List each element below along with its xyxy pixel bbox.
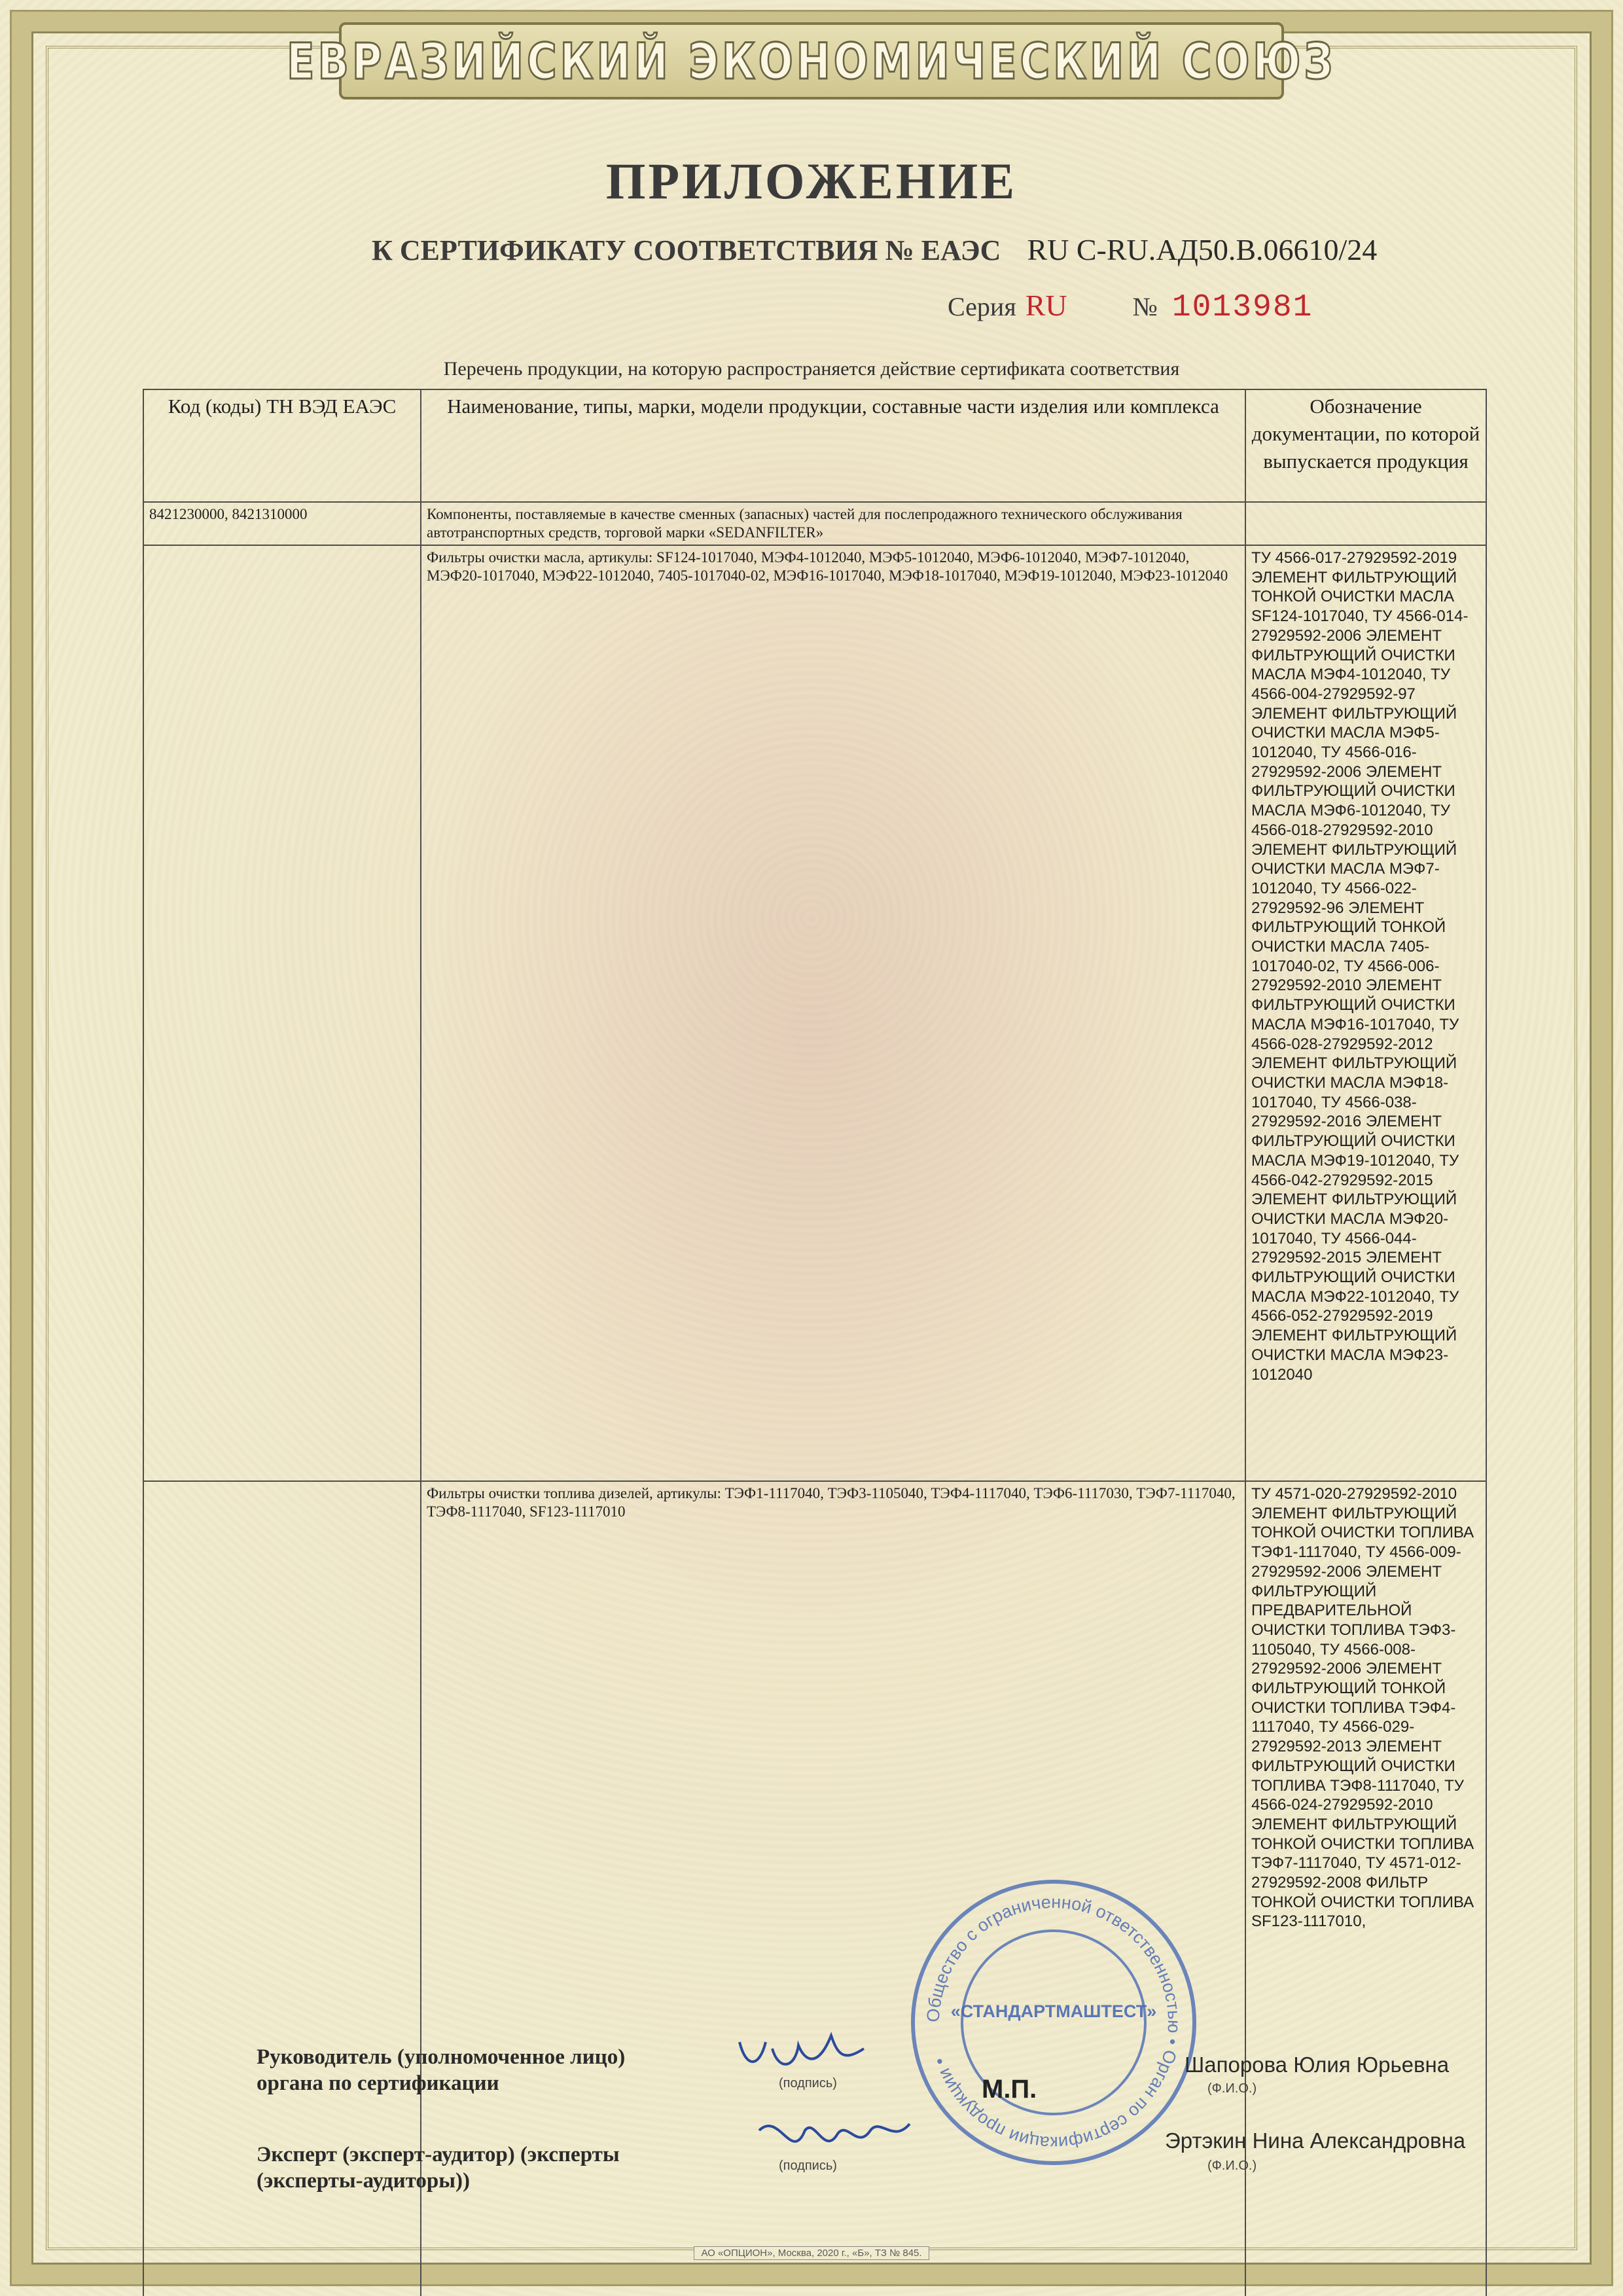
organization-seal (903, 1872, 1204, 2173)
fio-hint: (Ф.И.О.) (1207, 2159, 1257, 2173)
seal-center-text: «СТАНДАРТМАШТЕСТ» (950, 2001, 1157, 2021)
union-title: ЕВРАЗИЙСКИЙ ЭКОНОМИЧЕСКИЙ СОЮЗ (287, 31, 1336, 90)
header-code: Код (коды) ТН ВЭД ЕАЭС (143, 389, 421, 502)
certificate-label: К СЕРТИФИКАТУ СООТВЕТСТВИЯ № ЕАЭС (372, 234, 1001, 266)
signature-hint: (подпись) (779, 2076, 837, 2090)
form-number-label: № (1132, 292, 1158, 321)
series-label: Серия (948, 292, 1016, 321)
row-code (143, 545, 421, 1481)
printer-imprint: АО «ОПЦИОН», Москва, 2020 г., «Б», ТЗ № 845. (0, 2246, 1623, 2260)
row-doc: ТУ 4566-017-27929592-2019 ЭЛЕМЕНТ ФИЛЬТРУЮЩИЙ ТОНКОЙ ОЧИСТКИ МАСЛА SF124-1017040, ТУ 4566-014-27929592-2006 ЭЛЕМЕНТ ФИЛЬТРУЮЩИЙ ОЧИСТКИ МАСЛА МЭФ4-1012040, ТУ 4566-004-27929592-97 ЭЛЕМЕНТ ФИЛЬТРУЮЩИЙ ОЧИСТКИ МАСЛА МЭФ5-1012040, ТУ 4566-016-27929592-2006 ЭЛЕМЕНТ ФИЛЬТРУЮЩИЙ ОЧИСТКИ МАСЛА МЭФ6-1012040, ТУ 4566-018-27929592-2010 ЭЛЕМЕНТ ФИЛЬТРУЮЩИЙ ОЧИСТКИ МАСЛА МЭФ7-1012040, ТУ 4566-022-27929592-96 ЭЛЕМЕНТ ФИЛЬТРУЮЩИЙ ТОНКОЙ ОЧИСТКИ МАСЛА 7405-1017040-02, ТУ 4566-006-27929592-2010 ЭЛЕМЕНТ ФИЛЬТРУЮЩИЙ ОЧИСТКИ МАСЛА МЭФ16-1017040, ТУ 4566-028-27929592-2012 ЭЛЕМЕНТ ФИЛЬТРУЮЩИЙ ОЧИСТКИ МАСЛА МЭФ18-1017040, ТУ 4566-038-27929592-2016 ЭЛЕМЕНТ ФИЛЬТРУЮЩИЙ ОЧИСТКИ МАСЛА МЭФ19-1012040, ТУ 4566-042-27929592-2015 ЭЛЕМЕНТ ФИЛЬТРУЮЩИЙ ОЧИСТКИ МАСЛА МЭФ20-1017040, ТУ 4566-044-27929592-2015 ЭЛЕМЕНТ ФИЛЬТРУЮЩИЙ ОЧИСТКИ МАСЛА МЭФ22-1012040, ТУ 4566-052-27929592-2019 ЭЛЕМЕНТ ФИЛЬТРУЮЩИЙ ОЧИСТКИ МАСЛА МЭФ23-1012040 (1245, 545, 1486, 1481)
stamp-place: М.П. (982, 2075, 1037, 2104)
products-table (143, 389, 1487, 2296)
header-name: Наименование, типы, марки, модели продукции, составные части изделия или комплекса (421, 389, 1245, 502)
expert-role: Эксперт (эксперт-аудитор) (эксперты (эксперты-аудиторы)) (257, 2143, 620, 2193)
page-title: ПРИЛОЖЕНИЕ (605, 152, 1018, 209)
header-doc: Обозначение документации, по которой выпускается продукция (1245, 389, 1486, 502)
certificate-number: RU C-RU.АД50.В.06610/24 (1027, 233, 1378, 266)
series-value: RU (1025, 289, 1067, 322)
row-name: Фильтры очистки топлива дизелей, артикулы: ТЭФ1-1117040, ТЭФ3-1105040, ТЭФ4-1117040, ТЭФ6-1117030, ТЭФ7-1117040, ТЭФ8-1117040, SF123-1117010 (421, 1481, 1245, 2296)
fio-hint: (Ф.И.О.) (1207, 2081, 1257, 2096)
row-code: 8421230000, 8421310000 (143, 502, 421, 545)
head-role: Руководитель (уполномоченное лицо) органа по сертификации (257, 2045, 626, 2095)
union-banner (287, 22, 1336, 99)
head-name: Шапорова Юлия Юрьевна (1185, 2053, 1450, 2077)
head-signature (733, 2022, 877, 2081)
seal-outer-ring (913, 1882, 1194, 2163)
row-doc: ТУ 4571-020-27929592-2010 ЭЛЕМЕНТ ФИЛЬТРУЮЩИЙ ТОНКОЙ ОЧИСТКИ ТОПЛИВА ТЭФ1-1117040, ТУ 4566-009-27929592-2006 ЭЛЕМЕНТ ФИЛЬТРУЮЩИЙ ПРЕДВАРИТЕЛЬНОЙ ОЧИСТКИ ТОПЛИВА ТЭФ3-1105040, ТУ 4566-008-27929592-2006 ЭЛЕМЕНТ ФИЛЬТРУЮЩИЙ ТОНКОЙ ОЧИСТКИ ТОПЛИВА ТЭФ4-1117040, ТУ 4566-029-27929592-2013 ЭЛЕМЕНТ ФИЛЬТРУЮЩИЙ ОЧИСТКИ ТОПЛИВА ТЭФ8-1117040, ТУ 4566-024-27929592-2010 ЭЛЕМЕНТ ФИЛЬТРУЮЩИЙ ТОНКОЙ ОЧИСТКИ ТОПЛИВА ТЭФ7-1117040, ТУ 4571-012-27929592-2008 ФИЛЬТР ТОНКОЙ ОЧИСТКИ ТОПЛИВА SF123-1117010, (1245, 1481, 1486, 2296)
row-name: Фильтры очистки масла, артикулы: SF124-1017040, МЭФ4-1012040, МЭФ5-1012040, МЭФ6-1012040, МЭФ7-1012040, МЭФ20-1017040, МЭФ22-1012040, 7405-1017040-02, МЭФ16-1017040, МЭФ18-1017040, МЭФ19-1012040, МЭФ23-1012040 (421, 545, 1245, 1481)
table-row (143, 502, 1486, 545)
table-caption: Перечень продукции, на которую распространяется действие сертификата соответствия (443, 358, 1180, 380)
seal-ring-text: Общество с ограниченной ответственностью • Орган по сертификации продукции • (923, 1892, 1185, 2153)
row-doc (1245, 502, 1486, 545)
form-number-value: 1013981 (1171, 290, 1313, 325)
signature-hint: (подпись) (779, 2159, 837, 2173)
table-header-row (143, 389, 1486, 502)
row-name: Компоненты, поставляемые в качестве сменных (запасных) частей для послепродажного технического обслуживания автотранспортных средств, торговой марки «SEDANFILTER» (421, 502, 1245, 545)
table-row (143, 545, 1486, 1481)
certificate-reference (372, 232, 1377, 267)
expert-name: Эртэкин Нина Александровна (1165, 2128, 1466, 2153)
form-series (948, 288, 1313, 325)
